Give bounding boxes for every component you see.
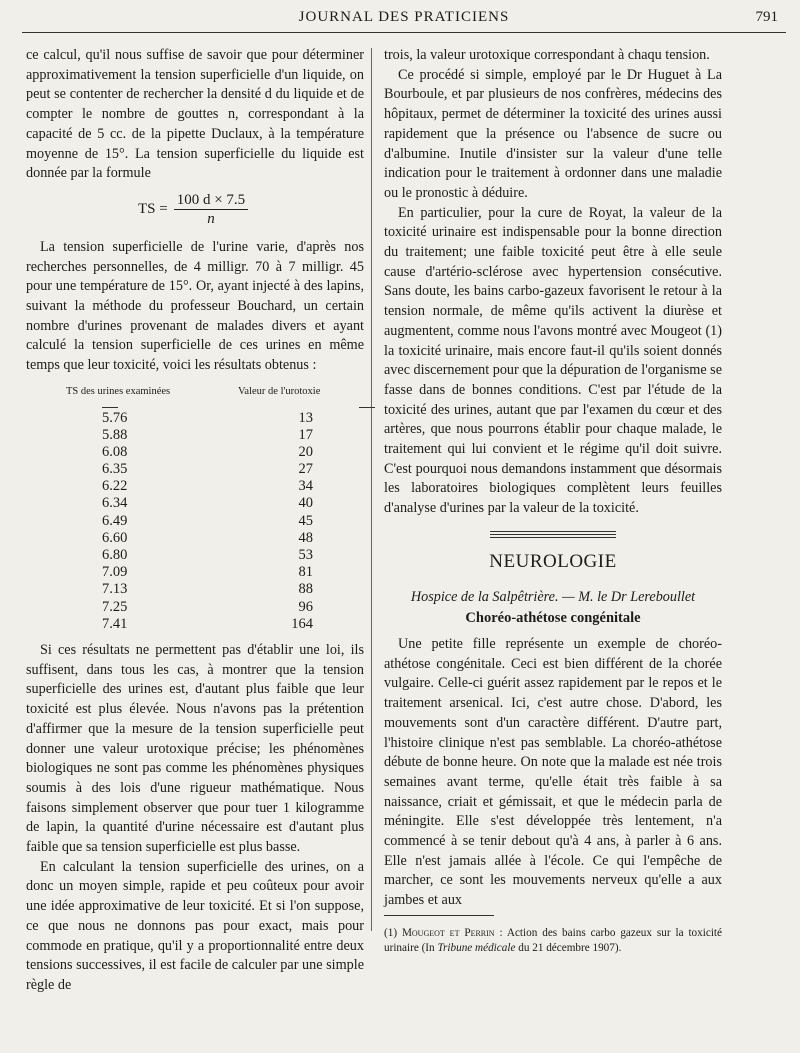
paragraph: ce calcul, qu'il nous suffise de savoir que pour déterminer approximativement la tension superficielle d'un liquide, on peut se contenter de rechercher la densité d du liquide et de compter le nombre de gouttes n, correspondant à la capacité de 5 cc. de la pipette Duclaux, à la température moyenne de 15°. La tension superficielle du liquide est donnée par la formule: [26, 47, 364, 182]
table-cell-urotoxie: 88: [298, 581, 313, 598]
table-col-header-urotoxie: Valeur de l'urotoxie: [238, 385, 321, 397]
table-row: [26, 616, 364, 633]
table-row: [26, 495, 364, 512]
running-head: [22, 9, 786, 31]
table-row: [26, 444, 364, 461]
table-header: [26, 382, 364, 402]
right-column: [384, 46, 722, 911]
table-cell-urotoxie: 164: [291, 615, 313, 632]
table-cell-ts: 6.35: [102, 461, 128, 478]
footnote-authors: Mougeot et Perrin: [401, 927, 495, 939]
paragraph: Une petite fille représente un exemple de choréo-athétose congénitale. Ceci est bien différent de la chorée vulgaire. Celle-ci guérit assez rapidement par le repos et le traitement arsenical. Ici, c'est autre chose. D'abord, les mouvements sont d'un caractère différent. D'autre part, l'histoire clinique n'est pas semblable. La choréo-athétose débute de bonne heure. On note que la malade est née trois semaines avant terme, qu'elle était très faible à sa naissance, criait et gémissait, et que le médecin parla de méningite. Elle s'est développée très lentement, n'a commencé à se tenir debout qu'à 4 ans, à parler à 6 ans. Elle n'est jamais allée à l'école. Ce qui l'empêche de marcher, ce sont les mouvements nerveux qu'elle a aux jambes et aux: [384, 635, 722, 909]
table-cell-ts: 5.88: [102, 426, 128, 443]
table-row: [26, 410, 364, 427]
results-table: [26, 382, 364, 633]
footnote-text: : Action des bains carbo gazeux sur la toxicité urinaire (In: [384, 927, 723, 954]
table-cell-urotoxie: 27: [298, 461, 313, 478]
table-row: [26, 513, 364, 530]
paragraph: Si ces résultats ne permettent pas d'établir une loi, ils suffisent, dans tous les cas, à montrer que la tension superficielle des urines est, d'autant plus faible que leur toxicité est plus élevée. Nous n'avons pas la prétention d'affirmer que la mesure de la tension superficielle peut donner une valeur urotoxique précise; les phénomènes biologiques ne sont pas comme les phénomènes physiques soumis à des lois d'une rigueur mathématique. Nous faisons simplement observer que pour tuer 1 kilogramme de lapin, la quantité d'urine nécessaire est d'autant plus faible que sa tension superficielle est plus basse.: [26, 641, 364, 856]
table-cell-urotoxie: 40: [298, 495, 313, 512]
table-row: [26, 581, 364, 598]
article-attribution: Hospice de la Salpêtrière. — M. le Dr Lereboullet: [410, 588, 696, 605]
table-row: [26, 461, 364, 478]
paragraph: La tension superficielle de l'urine varie, d'après nos recherches personnelles, de 4 milligr. 70 à 7 milligr. 45 pour une température de 15°. Or, ayant injecté à des lapins, suivant la méthode du professeur Bouchard, un certain nombre d'urines provenant de malades divers et ayant calculé la tension superficielle de ces urines en même temps que leur toxicité, voici les résultats obtenus :: [26, 238, 364, 374]
section-title: NEUROLOGIE: [489, 550, 617, 572]
footnote-journal: Tribune médicale: [437, 942, 516, 954]
column-divider: [371, 48, 372, 931]
table-cell-urotoxie: 81: [298, 564, 313, 581]
paragraph: En particulier, pour la cure de Royat, la valeur de la toxicité urinaire est indispensable pour la bonne direction du traitement; une faible toxicité peut être à elle seule cause d'artério-sclérose avec hypertension consécutive. Sans doute, les bains carbo-gazeux favorisent le retour à la tension normale, de même qu'ils activent la diurèse et augmentent, comme nous l'avons montré avec Mougeot (1) la toxicité urinaire, mais encore faut-il qu'ils soient donnés avec discernement pour que la dépuration de l'organisme se fasse dans de bonnes conditions. C'est par l'étude de la toxicité des urines, autant que par l'examen du cœur et des artères, que nous pourrons établir pour chaque malade, le traitement qui lui convient et le régime qu'il doit suivre. C'est pourquoi nous demandons instamment que désormais les laboratoires biologiques complètent leurs feuilles d'analyse d'urines par la valeur de la toxicité.: [384, 204, 722, 517]
table-cell-ts: 7.41: [102, 615, 128, 632]
table-cell-ts: 6.49: [102, 512, 128, 529]
table-cell-ts: 6.34: [102, 495, 128, 512]
paragraph: En calculant la tension superficielle des urines, on a donc un moyen simple, rapide et peu coûteux pour avoir une idée approximative de leur toxicité. Et si l'on suppose, ce que nous ne donnons pas pour exact, mais pour commode en pratique, qu'il y a proportionnalité entre deux tensions successives, il est facile de calculer par une simple règle de: [26, 858, 364, 993]
table-cell-urotoxie: 48: [298, 529, 313, 546]
table-row: [26, 427, 364, 444]
formula-denominator: n: [207, 210, 215, 227]
formula-lhs: TS =: [138, 200, 168, 217]
footnote-text-end: du 21 décembre 1907).: [515, 942, 622, 954]
page-number: 791: [755, 9, 778, 25]
footnote: [384, 926, 722, 956]
table-col-header-ts: TS des urines examinées: [66, 385, 171, 397]
table-cell-urotoxie: 96: [298, 598, 313, 615]
table-cell-urotoxie: 45: [298, 512, 313, 529]
table-cell-ts: 6.08: [102, 443, 128, 460]
table-row: [26, 599, 364, 616]
table-cell-ts: 6.60: [102, 529, 128, 546]
table-cell-ts: 6.22: [102, 478, 128, 495]
table-row: [26, 530, 364, 547]
table-cell-ts: 7.13: [102, 581, 128, 598]
table-cell-urotoxie: 13: [298, 409, 313, 426]
article-title: Choréo-athétose congénitale: [465, 610, 641, 627]
table-cell-ts: 7.25: [102, 598, 128, 615]
table-row: [26, 564, 364, 581]
table-body: [26, 410, 364, 633]
formula-fraction: [174, 191, 248, 228]
formula-numerator: 100 d × 7.5: [174, 191, 248, 210]
table-cell-urotoxie: 17: [298, 426, 313, 443]
section-separator: [490, 531, 616, 538]
surface-tension-formula: [138, 191, 364, 228]
paragraph: Ce procédé si simple, employé par le Dr Huguet à La Bourboule, et par plusieurs de nos confrères, médecins des hôpitaux, permet de déterminer la toxicité des urines aussi rapidement que la présence ou l'absence de sucre ou d'albumine. Inutile d'insister sur la valeur d'une telle indication pour le traitement à ordonner dans une maladie ou le pronostic à déduire.: [384, 66, 722, 201]
table-row: [26, 478, 364, 495]
footnote-rule: [384, 915, 494, 916]
table-row: [26, 547, 364, 564]
table-cell-urotoxie: 53: [298, 547, 313, 564]
header-rule: [22, 32, 786, 33]
table-cell-ts: 5.76: [102, 409, 128, 426]
left-column: [26, 46, 364, 996]
table-cell-ts: 6.80: [102, 547, 128, 564]
journal-title: JOURNAL DES PRATICIENS: [298, 9, 510, 25]
table-cell-urotoxie: 34: [298, 478, 313, 495]
table-cell-urotoxie: 20: [298, 443, 313, 460]
table-cell-ts: 7.09: [102, 564, 128, 581]
footnote-marker: (1): [384, 927, 398, 939]
paragraph: trois, la valeur urotoxique correspondant à chaqu tension.: [384, 47, 710, 63]
